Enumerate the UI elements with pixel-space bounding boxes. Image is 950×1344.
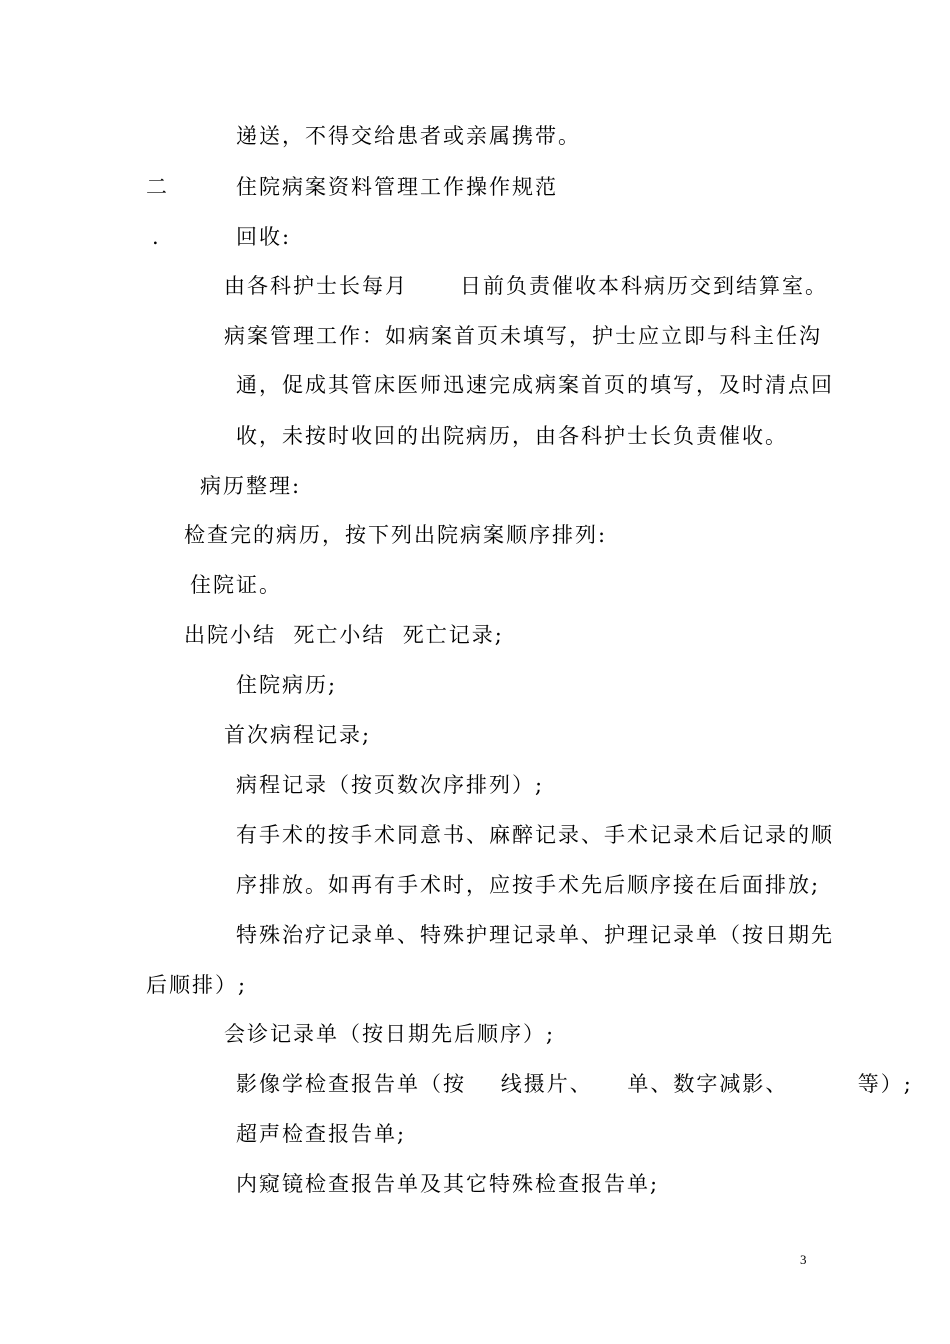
list-item: 出院小结 死亡小结 死亡记录; <box>184 623 504 647</box>
text-line: 病案管理工作：如病案首页未填写，护士应立即与科主任沟 <box>224 324 822 348</box>
subheading: 回收: <box>236 225 292 249</box>
list-item: 超声检查报告单; <box>236 1122 407 1146</box>
text-line: 通，促成其管床医师迅速完成病案首页的填写，及时清点回 <box>236 373 834 397</box>
list-item: 病程记录（按页数次序排列）; <box>236 773 545 797</box>
list-item: 首次病程记录; <box>224 723 372 747</box>
text-line: 递送，不得交给患者或亲属携带。 <box>236 124 581 148</box>
list-item: 内窥镜检查报告单及其它特殊检查报告单; <box>236 1172 660 1196</box>
text-line: 检查完的病历，按下列出院病案顺序排列: <box>184 523 608 547</box>
list-item: 影像学检查报告单（按 线摄片、 单、数字减影、 等）; <box>236 1072 913 1096</box>
list-item: 有手术的按手术同意书、麻醉记录、手术记录术后记录的顺 <box>236 823 834 847</box>
list-item: 会诊记录单（按日期先后顺序）; <box>224 1022 556 1046</box>
text-line: 由各科护士长每月 日前负责催收本科病历交到结算室。 <box>224 274 829 298</box>
section-heading: 住院病案资料管理工作操作规范 <box>236 175 558 199</box>
text-line: 序排放。如再有手术时，应按手术先后顺序接在后面排放; <box>236 873 821 897</box>
subheading: 病历整理: <box>200 474 302 498</box>
list-item: 住院病历; <box>236 673 338 697</box>
page-number: 3 <box>800 1252 807 1267</box>
section-number: 二 <box>146 175 169 199</box>
list-item: 住院证。 <box>190 573 282 597</box>
list-item: 特殊治疗记录单、特殊护理记录单、护理记录单（按日期先 <box>236 923 834 947</box>
text-line: 后顺排）; <box>146 973 248 997</box>
text-line: 收，未按时收回的出院病历，由各科护士长负责催收。 <box>236 424 788 448</box>
list-marker: . <box>152 225 161 249</box>
